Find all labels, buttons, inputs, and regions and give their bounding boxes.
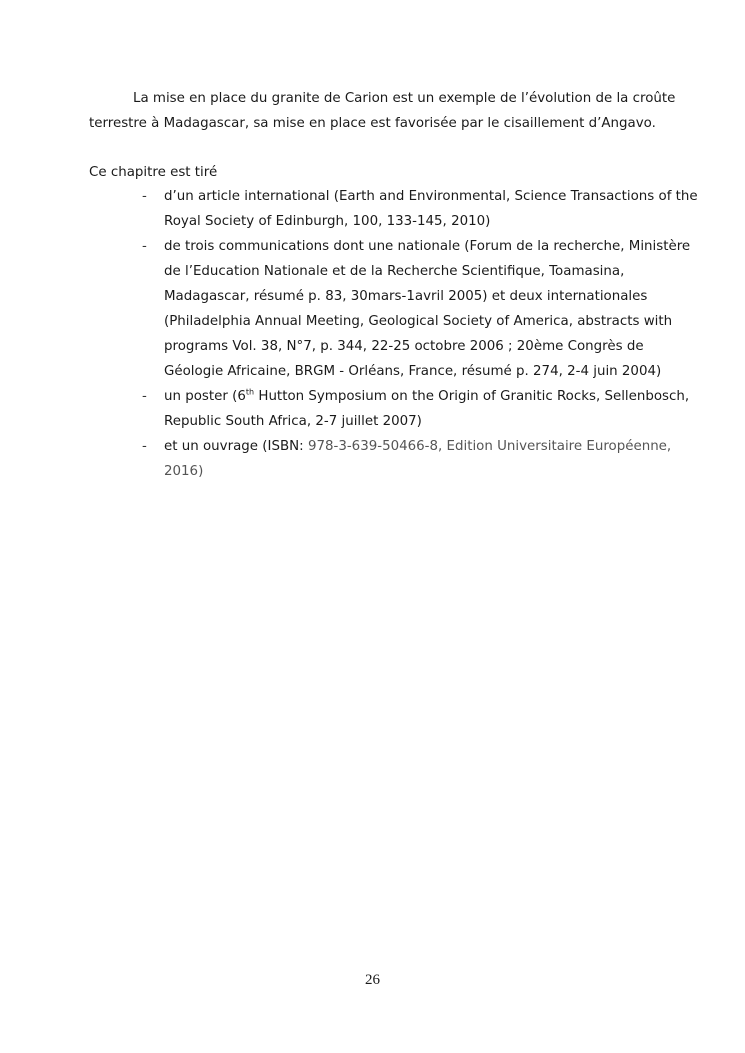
list-item-book bbox=[140, 434, 672, 484]
book-line-1 bbox=[164, 434, 672, 459]
article-line-1: d’un article international (Earth and Environmental, Science Transactions of the bbox=[164, 189, 698, 204]
bullet-marker: - bbox=[142, 189, 147, 204]
list-item-poster bbox=[140, 384, 690, 434]
poster-rest: Hutton Symposium on the Origin of Granitic Rocks, Sellenbosch, bbox=[254, 389, 690, 404]
sources-label: Ce chapitre est tiré bbox=[89, 165, 218, 180]
communications-line-3: Madagascar, résumé p. 83, 30mars-1avril 2005) et deux internationales bbox=[164, 289, 648, 304]
poster-line-1 bbox=[164, 384, 690, 409]
list-item-communications bbox=[140, 234, 691, 384]
communications-line-5: programs Vol. 38, N°7, p. 344, 22-25 octobre 2006 ; 20ème Congrès de bbox=[164, 339, 644, 354]
page-number: 26 bbox=[365, 972, 380, 988]
intro-line-2: terrestre à Madagascar, sa mise en place est favorisée par le cisaillement d’Angavo. bbox=[89, 116, 656, 131]
book-isbn: 978-3-639-50466-8, Edition Universitaire Européenne, bbox=[307, 439, 672, 454]
communications-line-6: Géologie Africaine, BRGM - Orléans, France, résumé p. 274, 2-4 juin 2004) bbox=[164, 364, 662, 379]
intro-paragraph bbox=[89, 86, 676, 136]
communications-line-4: (Philadelphia Annual Meeting, Geological Society of America, abstracts with bbox=[164, 314, 673, 329]
bullet-marker: - bbox=[142, 439, 147, 454]
communications-line-1: de trois communications dont une nationale (Forum de la recherche, Ministère bbox=[164, 239, 691, 254]
list-item-article bbox=[140, 184, 698, 234]
book-prefix: et un ouvrage (ISBN: bbox=[164, 439, 308, 454]
book-line-2: 2016) bbox=[164, 464, 204, 479]
poster-line-2: Republic South Africa, 2-7 juillet 2007) bbox=[164, 414, 422, 429]
communications-line-2: de l’Education Nationale et de la Recherche Scientifique, Toamasina, bbox=[164, 264, 625, 279]
bullet-marker: - bbox=[142, 389, 147, 404]
article-line-2: Royal Society of Edinburgh, 100, 133-145, 2010) bbox=[164, 214, 491, 229]
bullet-marker: - bbox=[142, 239, 147, 254]
intro-line-1: La mise en place du granite de Carion est un exemple de l’évolution de la croûte bbox=[133, 91, 676, 106]
sources-list bbox=[140, 184, 698, 484]
poster-prefix: un poster (6 bbox=[164, 389, 246, 404]
poster-ordinal-suffix: th bbox=[245, 387, 255, 397]
